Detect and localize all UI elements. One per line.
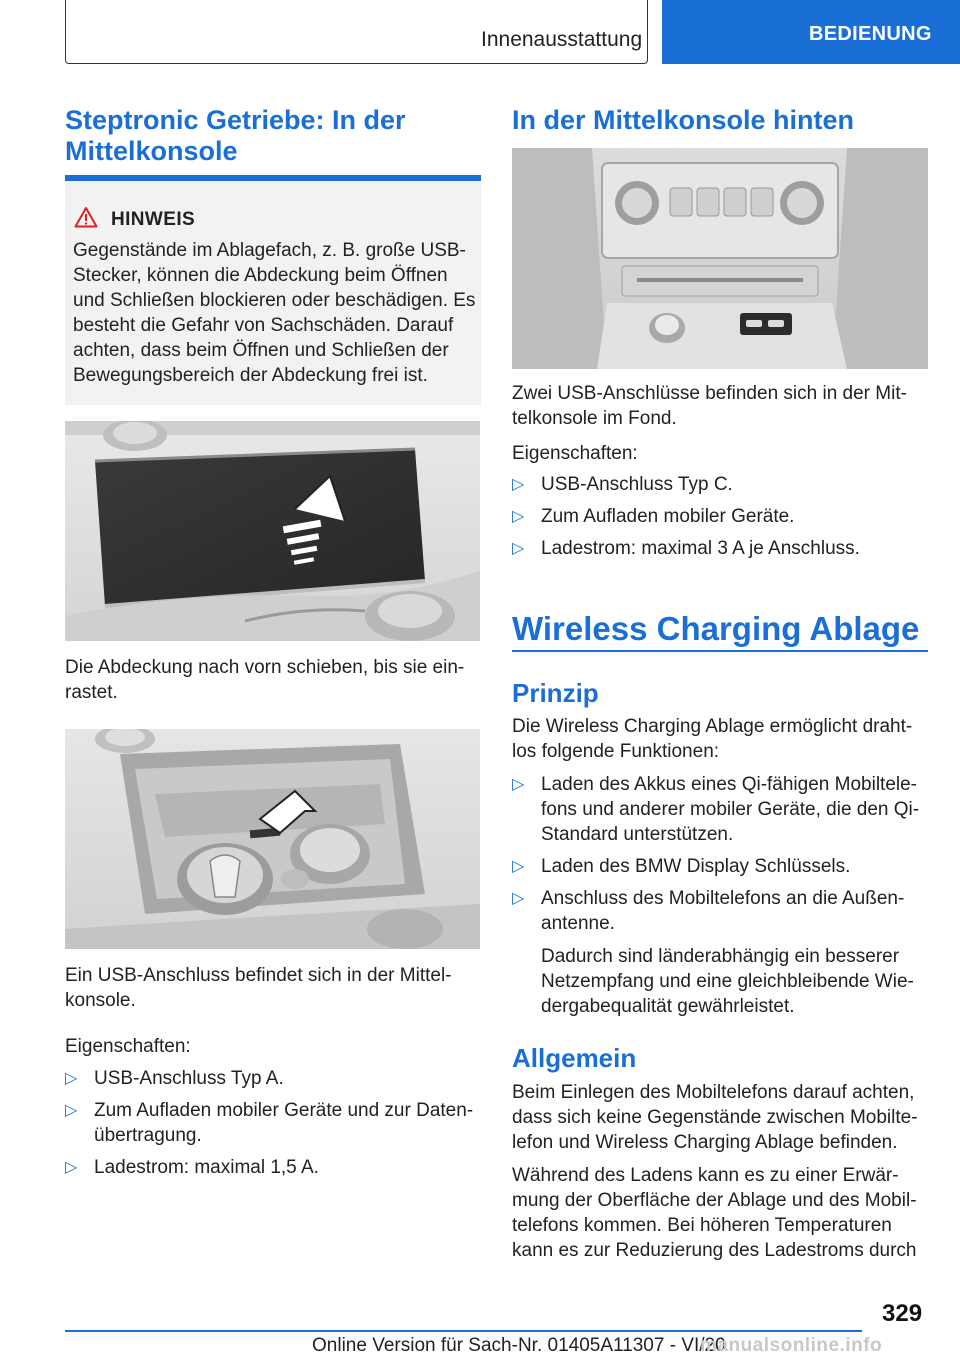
caption-cover-slide [65, 655, 481, 705]
section-title-rear-console: In der Mittelkonsole hinten [512, 105, 855, 135]
section-title-steptronic: Steptronic Getriebe: In der Mittelkonsole [65, 105, 406, 166]
allgemein-paragraph-2 [512, 1163, 928, 1263]
triangle-bullet-icon: ▷ [512, 540, 525, 557]
caption-line: konsole. [65, 990, 136, 1011]
caption-line: Ein USB-Anschluss befindet sich in der Mittel- [65, 965, 452, 986]
triangle-bullet-icon: ▷ [512, 858, 525, 875]
paragraph-line: dass sich keine Gegenstände zwischen Mobilte- [512, 1107, 918, 1128]
notice-text [73, 238, 479, 388]
caption-line: Die Abdeckung nach vorn schieben, bis sie ein- [65, 657, 465, 678]
photo-cover-closed [65, 421, 480, 641]
triangle-bullet-icon: ▷ [512, 890, 525, 907]
caption-line: telkonsole im Fond. [512, 408, 677, 429]
paragraph-line: Beim Einlegen des Mobiltelefons darauf achten, [512, 1082, 915, 1103]
notice-line: Bewegungsbereich der Abdeckung frei ist. [73, 365, 428, 386]
list-item [512, 854, 928, 879]
triangle-bullet-icon: ▷ [65, 1070, 78, 1087]
header-section: Innenausstattung [481, 28, 643, 51]
notice-line: Gegenstände im Ablagefach, z. B. große USB- [73, 240, 466, 261]
photo-tray-usb-illustration [65, 729, 480, 949]
triangle-bullet-icon: ▷ [65, 1159, 78, 1176]
paragraph-line: lefon und Wireless Charging Ablage befinden. [512, 1132, 898, 1153]
list-item [512, 472, 928, 497]
list-item-text: übertragung. [94, 1125, 202, 1146]
subsection-title-prinzip: Prinzip [512, 678, 599, 708]
paragraph-line: Dadurch sind länderabhängig ein besserer [541, 946, 900, 967]
caption-rear-usb [512, 381, 928, 431]
notice-line: besteht die Gefahr von Sachschäden. Darauf [73, 315, 454, 336]
list-item-text: Ladestrom: maximal 1,5 A. [94, 1157, 319, 1178]
caption-line: rastet. [65, 682, 118, 703]
allgemein-paragraph-1 [512, 1080, 928, 1155]
properties-label-right: Eigenschaften: [512, 443, 638, 464]
triangle-bullet-icon: ▷ [65, 1102, 78, 1119]
list-item [65, 1098, 481, 1148]
list-item [65, 1155, 481, 1180]
warning-icon [74, 206, 98, 228]
list-item [512, 536, 928, 561]
prinzip-note [512, 944, 928, 1019]
footer-rule [65, 1330, 862, 1332]
paragraph-line: Die Wireless Charging Ablage ermöglicht draht- [512, 716, 913, 737]
footer-watermark: manualsonline.info [700, 1335, 883, 1356]
list-item-text: antenne. [541, 913, 615, 934]
caption-line: Zwei USB-Anschlüsse befinden sich in der Mit- [512, 383, 907, 404]
list-item-text: Laden des BMW Display Schlüssels. [541, 856, 851, 877]
photo-rear-console-illustration [512, 148, 928, 369]
properties-list-right [512, 472, 928, 561]
photo-cover-closed-illustration [65, 421, 480, 641]
prinzip-intro [512, 714, 928, 764]
footer-online-version: Online Version für Sach-Nr. 01405A11307 - VI/20 [312, 1335, 726, 1356]
prinzip-list [512, 772, 928, 943]
paragraph-line: kann es zur Reduzierung des Ladestroms durch [512, 1240, 917, 1261]
photo-tray-usb [65, 729, 480, 949]
triangle-bullet-icon: ▷ [512, 476, 525, 493]
header-chapter: BEDIENUNG [662, 0, 960, 64]
notice-line: und Schließen blockieren oder beschädigen. Es [73, 290, 476, 311]
list-item-text: Anschluss des Mobiltelefons an die Außen- [541, 888, 905, 909]
chapter-title-rule [512, 650, 928, 652]
triangle-bullet-icon: ▷ [512, 508, 525, 525]
page-number: 329 [882, 1300, 923, 1327]
list-item-text: Ladestrom: maximal 3 A je Anschluss. [541, 538, 860, 559]
chapter-title-wireless: Wireless Charging Ablage [512, 610, 920, 647]
paragraph-line: telefons kommen. Bei höheren Temperaturen [512, 1215, 892, 1236]
list-item-text: Zum Aufladen mobiler Geräte. [541, 506, 795, 527]
list-item-text: USB-Anschluss Typ A. [94, 1068, 284, 1089]
photo-rear-console [512, 148, 928, 369]
triangle-bullet-icon: ▷ [512, 776, 525, 793]
notice-line: Stecker, können die Abdeckung beim Öffnen [73, 265, 448, 286]
notice-line: achten, dass beim Öffnen und Schließen der [73, 340, 449, 361]
list-item-text: Laden des Akkus eines Qi-fähigen Mobiltele- [541, 774, 918, 795]
list-item [512, 886, 928, 936]
paragraph-line: mung der Oberfläche der Ablage und des Mobil- [512, 1190, 917, 1211]
properties-label-left: Eigenschaften: [65, 1036, 191, 1057]
caption-usb-location [65, 963, 481, 1013]
notice-heading: HINWEIS [111, 209, 196, 230]
notice-box [65, 175, 481, 405]
paragraph-line: dergabequalität gewährleistet. [541, 996, 795, 1017]
list-item-text: Standard unterstützen. [541, 824, 734, 845]
paragraph-line: Während des Ladens kann es zu einer Erwär- [512, 1165, 899, 1186]
list-item [65, 1066, 481, 1091]
list-item-text: Zum Aufladen mobiler Geräte und zur Daten- [94, 1100, 474, 1121]
properties-list-left [65, 1066, 481, 1180]
paragraph-line: los folgende Funktionen: [512, 741, 720, 762]
subsection-title-allgemein: Allgemein [512, 1043, 637, 1073]
list-item-text: fons und anderer mobiler Geräte, die den Qi- [541, 799, 920, 820]
paragraph-line: Netzempfang und eine gleichbleibende Wie- [541, 971, 914, 992]
list-item [512, 504, 928, 529]
list-item [512, 772, 928, 847]
list-item-text: USB-Anschluss Typ C. [541, 474, 733, 495]
